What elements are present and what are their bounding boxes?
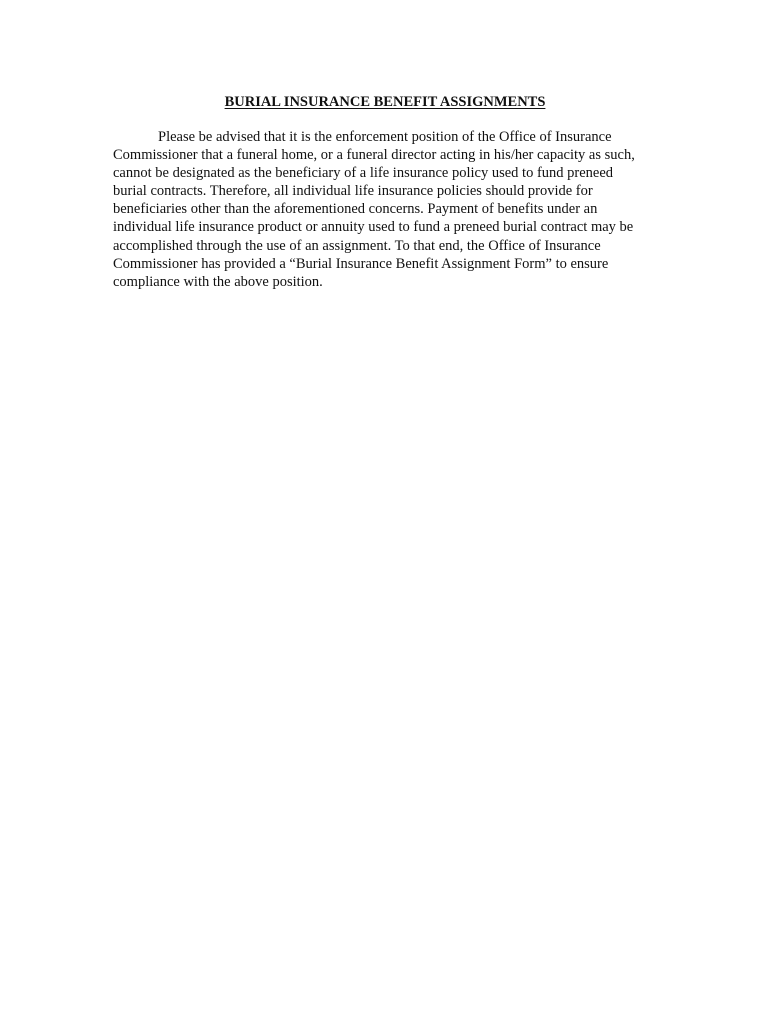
paragraph-line: cannot be designated as the beneficiary of a life insurance policy used to fund preneed xyxy=(113,165,614,182)
document-title: BURIAL INSURANCE BENEFIT ASSIGNMENTS xyxy=(224,94,546,110)
paragraph-line: compliance with the above position. xyxy=(113,273,323,290)
paragraph-line: Commissioner that a funeral home, or a funeral director acting in his/her capacity as such, xyxy=(113,147,635,164)
paragraph-line: accomplished through the use of an assignment. To that end, the Office of Insurance xyxy=(113,237,601,254)
paragraph-line: Commissioner has provided a “Burial Insurance Benefit Assignment Form” to ensure xyxy=(113,255,609,272)
paragraph-line: beneficiaries other than the aforementioned concerns. Payment of benefits under an xyxy=(113,201,598,218)
body-paragraph xyxy=(113,128,673,291)
paragraph-line: individual life insurance product or annuity used to fund a preneed burial contract may be xyxy=(113,219,634,236)
paragraph-line: burial contracts. Therefore, all individual life insurance policies should provide for xyxy=(113,183,593,200)
paragraph-line: Please be advised that it is the enforcement position of the Office of Insurance xyxy=(158,129,612,145)
